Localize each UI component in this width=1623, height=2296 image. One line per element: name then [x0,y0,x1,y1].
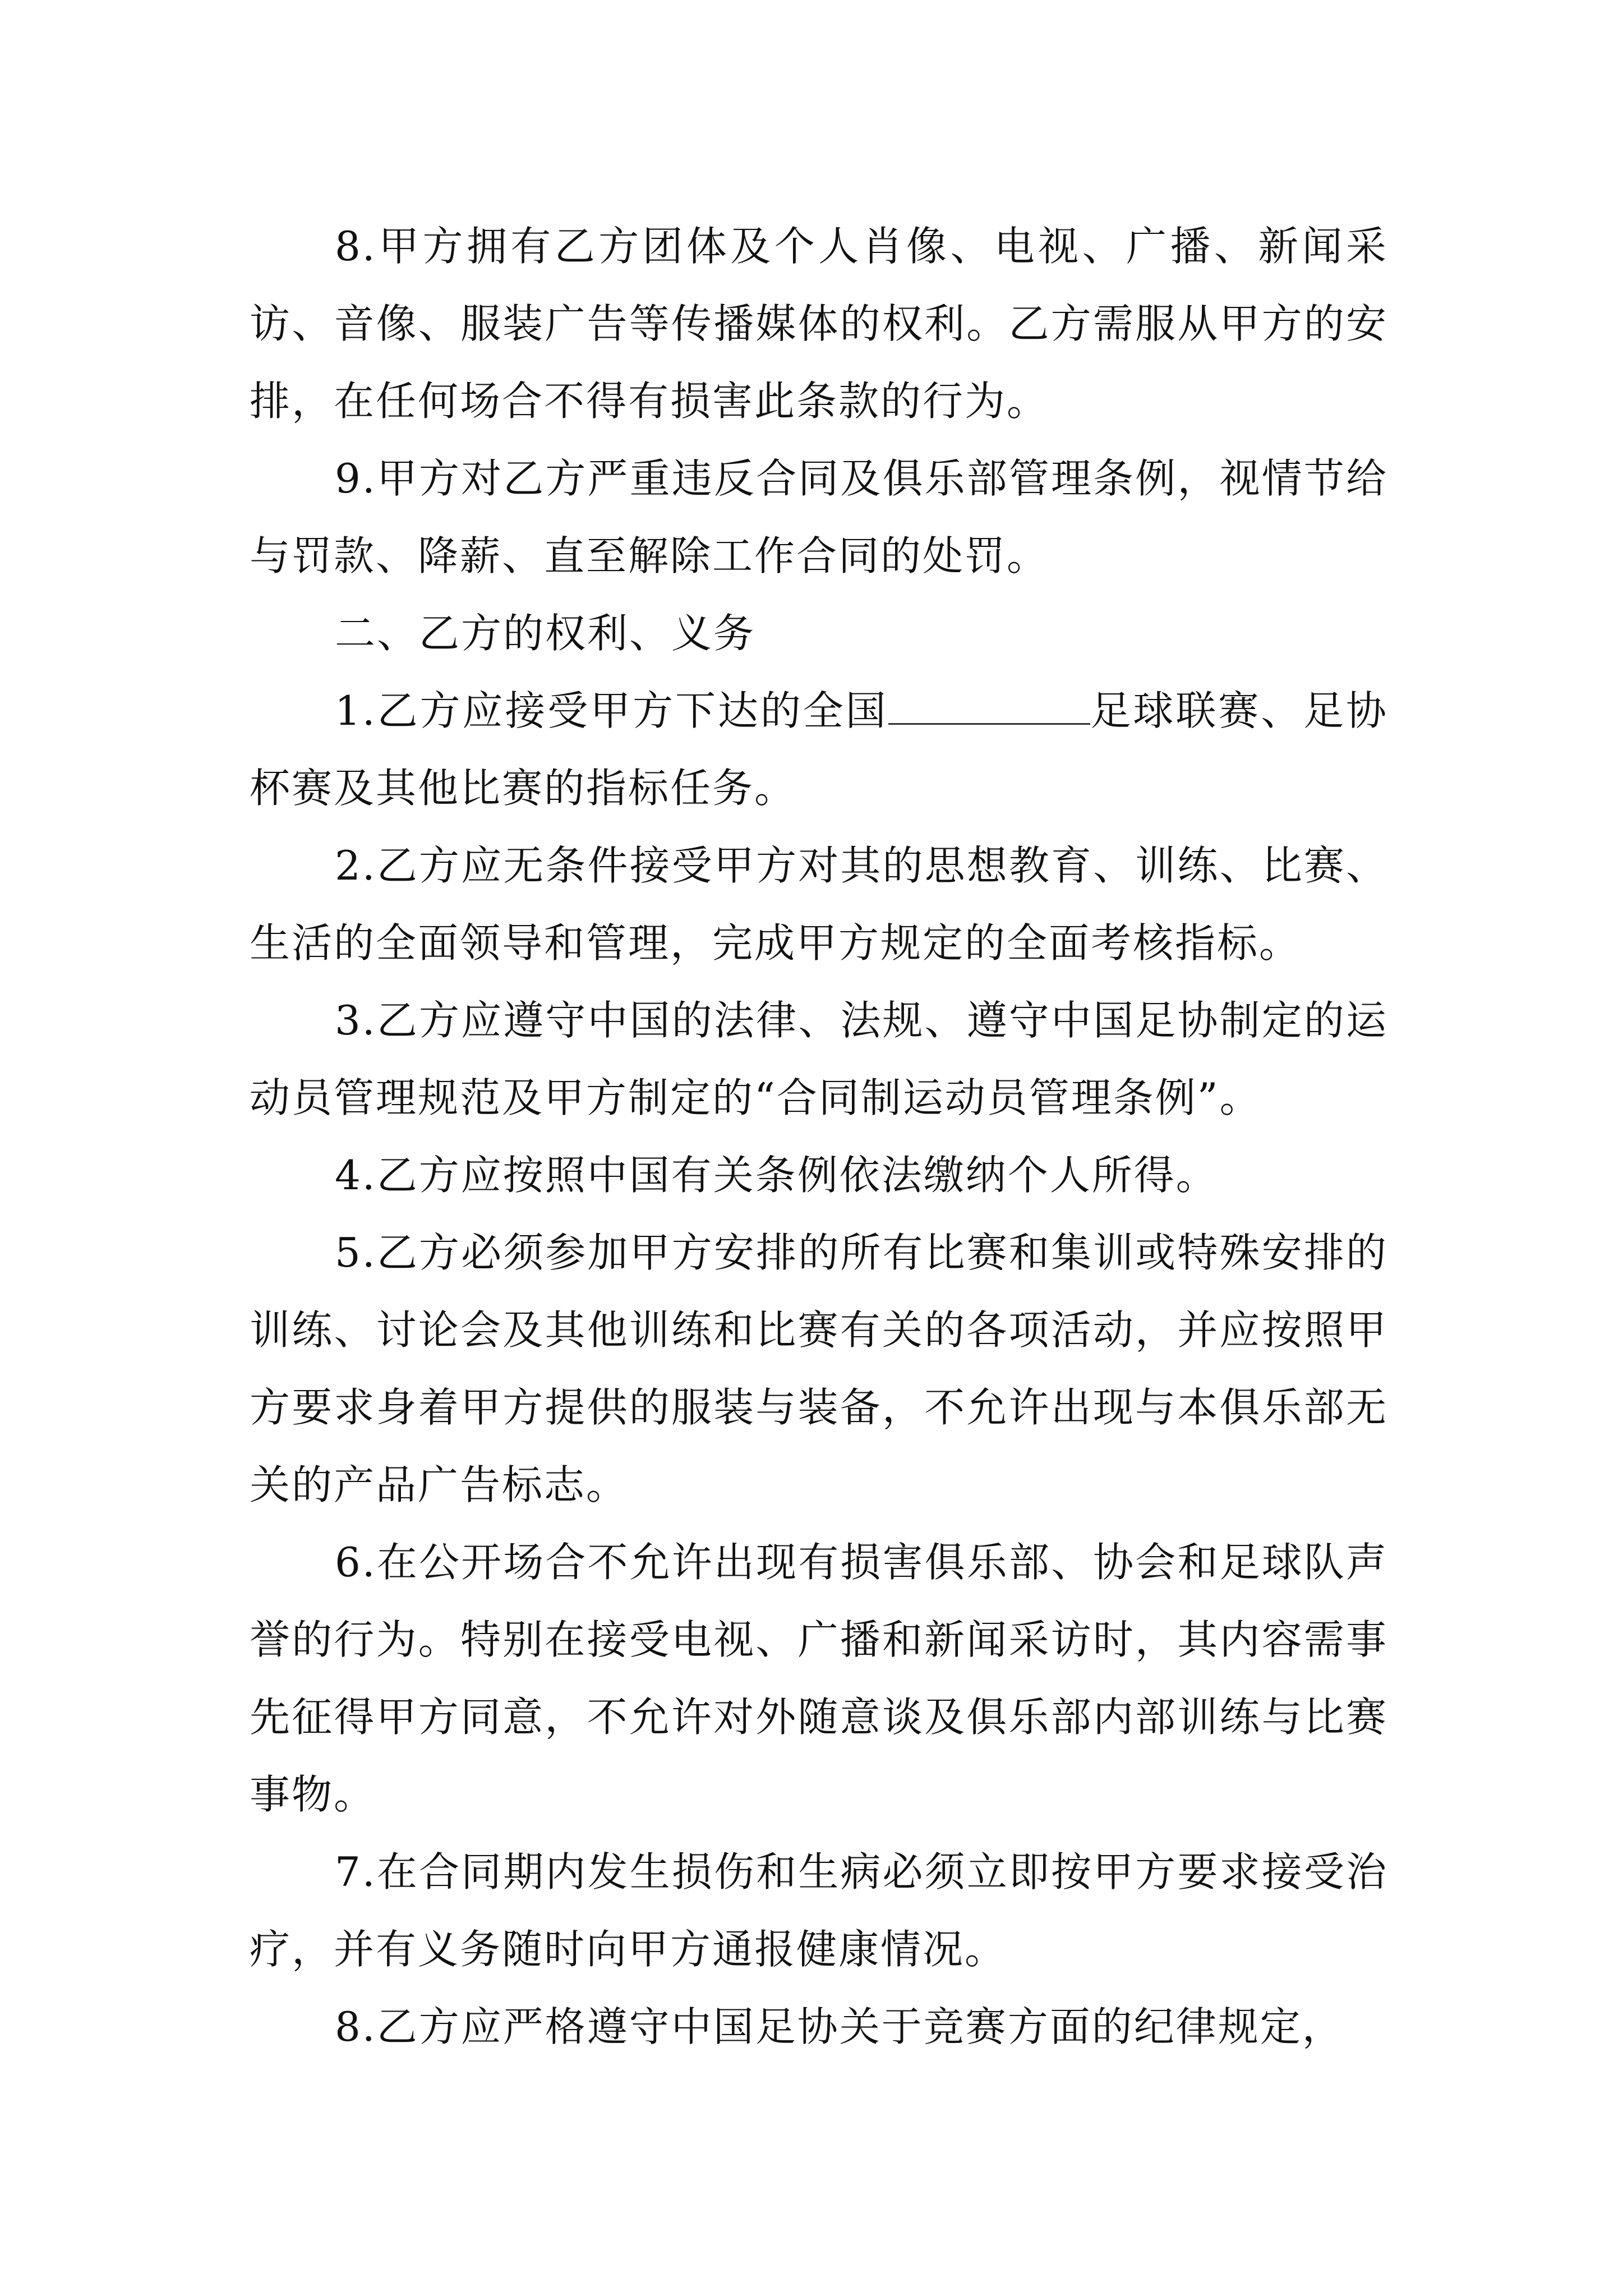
paragraph-b5: 5.乙方必须参加甲方安排的所有比赛和集训或特殊安排的训练、讨论会及其他训练和比赛有关的各项活动，并应按照甲方要求身着甲方提供的服装与装备，不允许出现与本俱乐部无关的产品广告标志。 [250,1229,1388,1508]
paragraph-b4: 4.乙方应按照中国有关条例依法缴纳个人所得。 [335,1152,1218,1199]
paragraph-b1 [250,672,1388,827]
paragraph-b1-after: 足球联赛、足协杯赛及其他比赛的指标任务。 [250,687,1388,812]
section-heading-party-b: 二、乙方的权利、义务 [335,610,756,657]
document-body [250,208,1388,2065]
paragraph-a9: 9.甲方对乙方严重违反合同及俱乐部管理条例，视情节给与罚款、降薪、直至解除工作合同的处罚。 [250,455,1388,579]
paragraph-b1-before: 1.乙方应接受甲方下达的全国 [335,687,888,734]
paragraph-b8: 8.乙方应严格遵守中国足协关于竞赛方面的纪律规定， [335,2003,1344,2050]
fill-in-blank-line [888,688,1090,725]
paragraph-a8: 8.甲方拥有乙方团体及个人肖像、电视、广播、新闻采访、音像、服装广告等传播媒体的权利。乙方需服从甲方的安排，在任何场合不得有损害此条款的行为。 [250,223,1388,425]
paragraph-b6: 6.在公开场合不允许出现有损害俱乐部、协会和足球队声誉的行为。特别在接受电视、广播和新闻采访时，其内容需事先征得甲方同意，不允许对外随意谈及俱乐部内部训练与比赛事物。 [250,1539,1388,1818]
paragraph-b7: 7.在合同期内发生损伤和生病必须立即按甲方要求接受治疗，并有义务随时向甲方通报健康情况。 [250,1848,1388,1973]
paragraph-b2: 2.乙方应无条件接受甲方对其的思想教育、训练、比赛、生活的全面领导和管理，完成甲方规定的全面考核指标。 [250,842,1388,967]
paragraph-b3: 3.乙方应遵守中国的法律、法规、遵守中国足协制定的运动员管理规范及甲方制定的“合同制运动员管理条例”。 [250,997,1388,1121]
